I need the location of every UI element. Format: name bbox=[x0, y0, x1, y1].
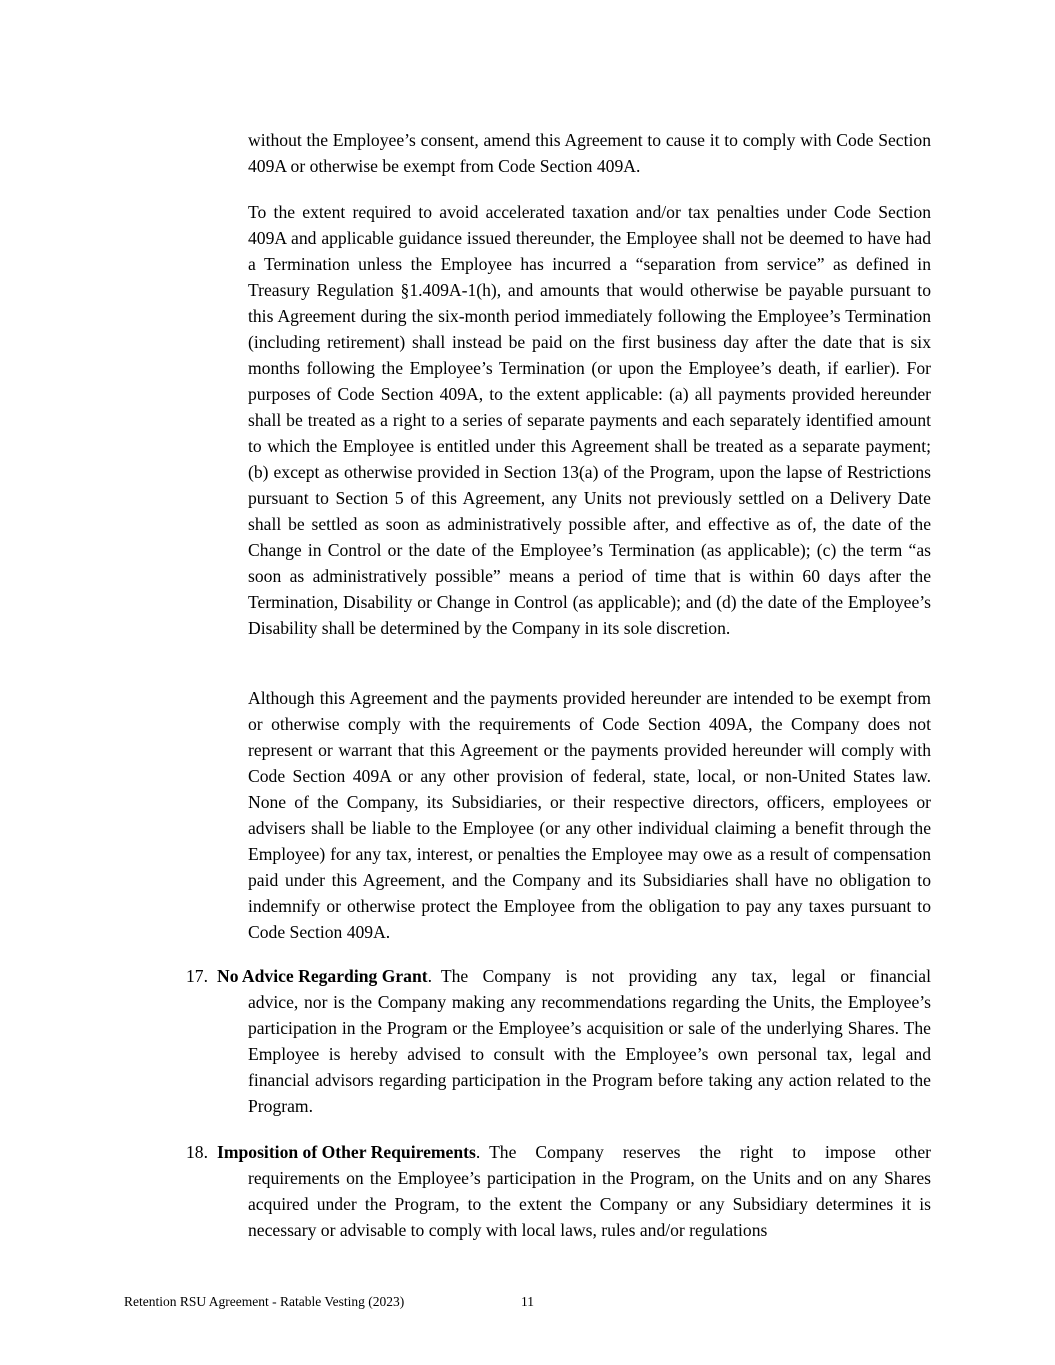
paragraph-409a-separation-from-service: To the extent required to avoid accelerated taxation and/or tax penalties under Code Section 409A and applicable guidance issued thereunder, the Employee shall not be deemed to have had a Termination unless the Employee has incurred a “separation from service” as defined in Treasury Regulation §1.409A-1(h), and amounts that would otherwise be payable pursuant to this Agreement during the six-month period immediately following the Employee’s Termination (including retirement) shall instead be paid on the first business day after the date that is six months following the Employee’s Termination (or upon the Employee’s death, if earlier). For purposes of Code Section 409A, to the extent applicable: (a) all payments provided hereunder shall be treated as a right to a series of separate payments and each separately identified amount to which the Employee is entitled under this Agreement shall be treated as a separate payment; (b) except as otherwise provided in Section 13(a) of the Program, upon the lapse of Restrictions pursuant to Section 5 of this Agreement, any Units not previously settled on a Delivery Date shall be settled as soon as administratively possible after, and effective as of, the date of the Change in Control or the date of the Employee’s Termination (as applicable); (c) the term “as soon as administratively possible” means a period of time that is within 60 days after the Termination, Disability or Change in Control (as applicable); and (d) the date of the Employee’s Disability shall be determined by the Company in its sole discretion. bbox=[248, 202, 931, 638]
paragraph-409a-no-warranty: Although this Agreement and the payments provided hereunder are intended to be exempt from or otherwise comply with the requirements of Code Section 409A, the Company does not represent or warrant that this Agreement or the payments provided hereunder will comply with Code Section 409A or any other provision of federal, state, local, or non-United States law. None of the Company, its Subsidiaries, or their respective directors, officers, employees or advisers shall be liable to the Employee (or any other individual claiming a benefit through the Employee) for any tax, interest, or penalties the Employee may owe as a result of compensation paid under this Agreement, and the Company and its Subsidiaries shall have no obligation to indemnify or otherwise protect the Employee from the obligation to pay any taxes pursuant to Code Section 409A. bbox=[248, 688, 931, 942]
section-17: No Advice Regarding Grant. The Company is not providing any tax, legal or financial advice, nor is the Company making any recommendations regarding the Units, the Employee’s participation in the Program or the Employee’s acquisition or sale of the underlying Shares. The Employee is hereby advised to consult with the Employee’s own personal tax, legal and financial advisors regarding participation in the Program before taking any action related to the Program. bbox=[217, 963, 931, 1119]
footer-document-title: Retention RSU Agreement - Ratable Vesting (2023) bbox=[124, 1294, 405, 1309]
section-17-number: 17. bbox=[186, 966, 208, 986]
section-18-number: 18. bbox=[186, 1142, 208, 1162]
section-18-first-line: The Company reserves the right to impose other bbox=[489, 1142, 931, 1162]
footer-page-number: 11 bbox=[521, 1294, 534, 1309]
section-18-heading: Imposition of Other Requirements bbox=[217, 1142, 476, 1162]
section-18-text: requirements on the Employee’s participation in the Program, on the Units and on any Shares acquired under the Program, to the extent the Company or any Subsidiary determines it is necessary or advisable to comply with local laws, rules and/or regulations bbox=[248, 1168, 931, 1240]
paragraph-409a-amendment: without the Employee’s consent, amend this Agreement to cause it to comply with Code Section 409A or otherwise be exempt from Code Section 409A. bbox=[248, 130, 931, 176]
section-17-heading: No Advice Regarding Grant bbox=[217, 966, 428, 986]
section-18: Imposition of Other Requirements. The Company reserves the right to impose other requirements on the Employee’s participation in the Program, on the Units and on any Shares acquired under the Program, to the extent the Company or any Subsidiary determines it is necessary or advisable to comply with local laws, rules and/or regulations bbox=[217, 1139, 931, 1243]
section-17-text: advice, nor is the Company making any recommendations regarding the Units, the Employee’s participation in the Program or the Employee’s acquisition or sale of the underlying Shares. The Employee is hereby advised to consult with the Employee’s own personal tax, legal and financial advisors regarding participation in the Program before taking any action related to the Program. bbox=[248, 992, 931, 1116]
section-17-first-line: The Company is not providing any tax, legal or financial bbox=[440, 966, 931, 986]
